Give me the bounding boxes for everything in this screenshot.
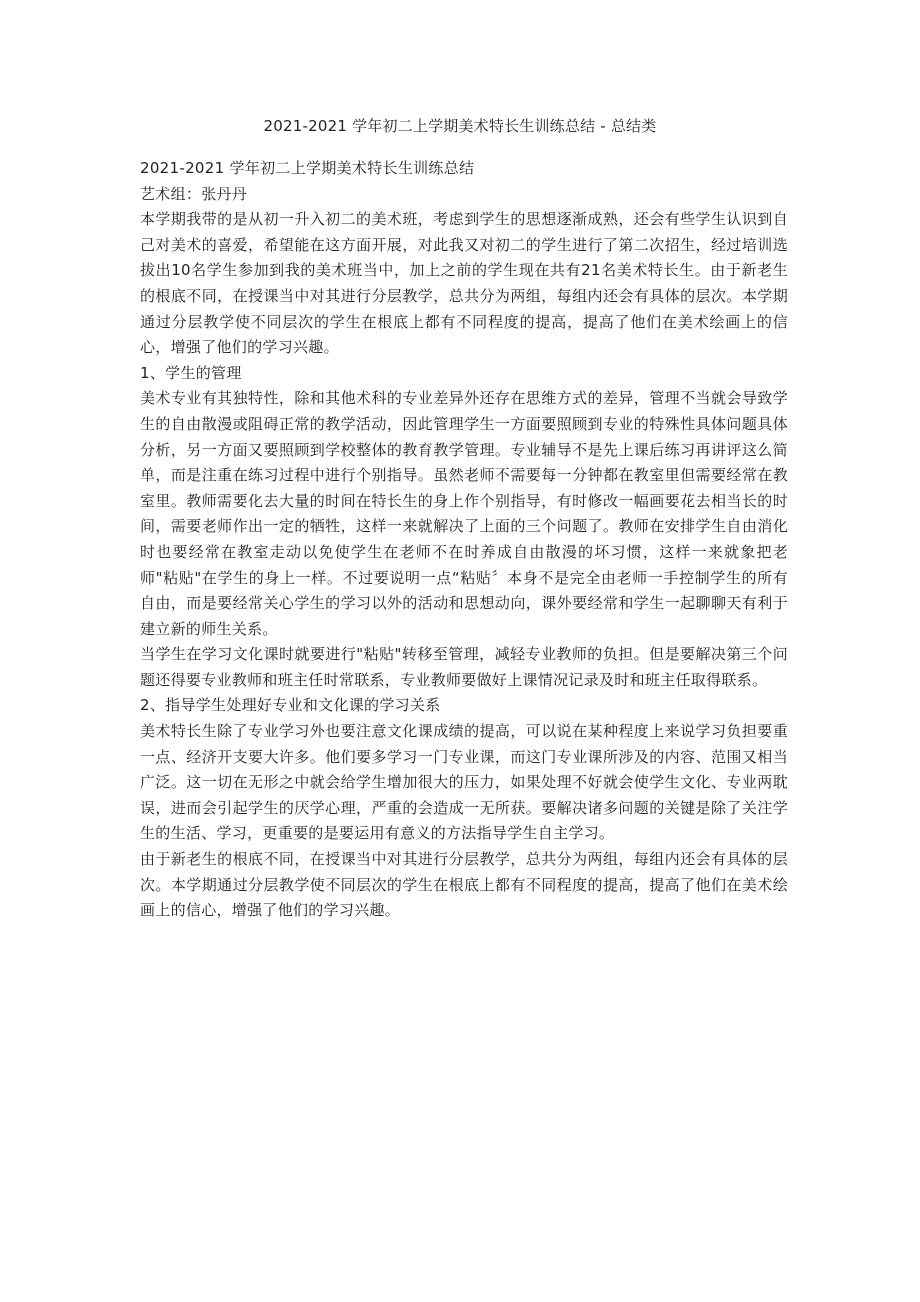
section-heading-2: 2、指导学生处理好专业和文化课的学习关系 — [140, 696, 441, 715]
intro-paragraph: 本学期我带的是从初一升入初二的美术班，考虑到学生的思想逐渐成熟，还会有些学生认识到自己对美术的喜爱，希望能在这方面开展，对此我又对初二的学生进行了第二次招生，经过培训选拔出10名学生参加到我的美术班当中，加上之前的学生现在共有21名美术特长生。由于新老生的根底不同，在授课当中对其进行分层教学，总共分为两组，每组内还会有具体的层次。本学期通过分层教学使不同层次的学生在根底上都有不同程度的提高，提高了他们在美术绘画上的信心，增强了他们的学习兴趣。 — [140, 210, 788, 357]
section-2-paragraph-2: 由于新老生的根底不同，在授课当中对其进行分层教学，总共分为两组，每组内还会有具体的层次。本学期通过分层教学使不同层次的学生在根底上都有不同程度的提高，提高了他们在美术绘画上的信心，增强了他们的学习兴趣。 — [140, 850, 788, 920]
document-body — [140, 156, 788, 924]
section-2-paragraph-1: 美术特长生除了专业学习外也要注意文化课成绩的提高，可以说在某种程度上来说学习负担要重一点、经济开支要大许多。他们要多学习一门专业课，而这门专业课所涉及的内容、范围又相当广泛。这一切在无形之中就会给学生增加很大的压力，如果处理不好就会使学生文化、专业两耽误，进而会引起学生的厌学心理，严重的会造成一无所获。要解决诸多问题的关键是除了关注学生的生活、学习，更重要的是要运用有意义的方法指导学生自主学习。 — [140, 722, 788, 843]
document-subtitle: 2021-2021 学年初二上学期美术特长生训练总结 — [140, 159, 475, 177]
author-line: 艺术组：张丹丹 — [140, 184, 248, 203]
page-title: 2021-2021 学年初二上学期美术特长生训练总结 - 总结类 — [263, 117, 657, 135]
section-heading-1: 1、学生的管理 — [140, 363, 242, 382]
section-1-paragraph-1: 美术专业有其独特性，除和其他术科的专业差异外还存在思维方式的差异，管理不当就会导致学生的自由散漫或阻碍正常的教学活动，因此管理学生一方面要照顾到专业的特殊性具体问题具体分析，另一方面又要照顾到学校整体的教育教学管理。专业辅导不是先上课后练习再讲评这么简单，而是注重在练习过程中进行个别指导。虽然老师不需要每一分钟都在教室里但需要经常在教室里。教师需要化去大量的时间在特长生的身上作个别指导，有时修改一幅画要花去相当长的时间，需要老师作出一定的牺牲，这样一来就解决了上面的三个问题了。教师在安排学生自由消化时也要经常在教室走动以免使学生在老师不在时养成自由散漫的坏习惯，这样一来就象把老师"粘贴"在学生的身上一样。不过要说明一点“粘贴〞本身不是完全由老师一手控制学生的所有自由，而是要经常关心学生的学习以外的活动和思想动向，课外要经常和学生一起聊聊天有利于建立新的师生关系。 — [140, 389, 788, 638]
section-1-paragraph-2: 当学生在学习文化课时就要进行"粘贴"转移至管理，减轻专业教师的负担。但是要解决第三个问题还得要专业教师和班主任时常联系，专业教师要做好上课情况记录及时和班主任取得联系。 — [140, 645, 788, 689]
